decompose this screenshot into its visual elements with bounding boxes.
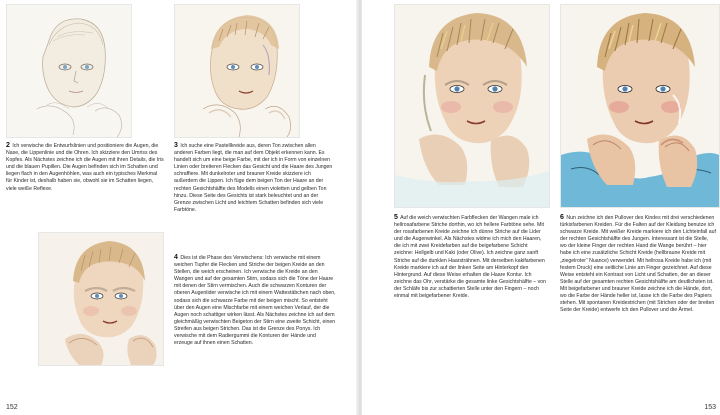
- left-page: [0, 0, 358, 415]
- step-2-text: [6, 142, 164, 193]
- sketch-stage-2-illustration: [6, 4, 132, 138]
- step-number: 2: [6, 142, 10, 149]
- step-number: 6: [560, 214, 564, 221]
- blending-stage-4-drawing: [39, 233, 163, 365]
- page-number: 152: [6, 404, 18, 411]
- step-4-text: [174, 254, 336, 347]
- step-description: Ich verwische die Entwurfslinien und positioniere die Augen, die Nase, die Lippenlinie und die Ohren. Ich skizziere den Umriss des Kopfes. Als Nächstes zeichne ich die Augen mit ihren Details, die Iris und die blauen Pupillen. Die Augen befinden sich im Schatten und liegen flach in den Augenhöhlen, was auch ein typisches Merkmal für Kinder ist, deshalb haben sie, obwohl sie im Schatten liegen, viele weiße Reflexe.: [6, 143, 164, 192]
- step-description: Auf die weich verwischten Farbflecken der Wangen male ich hellrosafarbene Striche dorthin, wo ich hellere Farbtöne sehe. Mit der rosafarbenen Kreide zeichne ich dünne Striche auf die Lider und die Augenwinkel. Als Nächstes widme ich mich den Haaren, die ich mit zwei Kreidefarben auf die beigefarbene Schicht zeichne: Hellgelb und Kaki (oder Olive). Ich zeichne ganz sanft Striche auf die dunklen Haarsträhnen. Mit derselben kakifarbenen Kreide markiere ich auf der linken Seite am Hinterkopf den Hintergrund. Auf diese Weise erhalten die Haare Kontur. Ich zeichne das Ohr, verstärke die gesamte linke Gesichtshälfte – von der Schläfe bis zur schattierten Stelle unter den Fingern – noch einmal mit beigefarbener Kreide.: [394, 215, 546, 300]
- final-stage-6-illustration: [560, 4, 720, 208]
- blending-stage-4-illustration: [38, 232, 164, 366]
- hair-stage-5-drawing: [395, 5, 549, 207]
- pastel-stage-3-drawing: [175, 5, 299, 137]
- final-stage-6-drawing: [561, 5, 719, 207]
- step-5-text: [394, 214, 548, 300]
- page-number: 153: [704, 404, 716, 411]
- step-description: Ich suche eine Pastellkreide aus, deren Ton zwischen allen anderen Farben liegt, die man auf dem Objekt erkennen kann. Es handelt sich um eine beige Farbe, mit der ich in Form von einzelnen Linien oder breiteren Flecken das Gesicht und die Haare des Jungen schraffiere. Mit dunkelroter und brauner Kreide skizziere ich außerdem die Lippen. Ich füge dem beigen Ton der Haare an der rechten Gesichtshälfte des Modells einen violetten und gelben Ton hinzu. Diese Seite des Gesichts ist stark beleuchtet und an der Grenze zwischen Licht und leichtem Schatten befinden sich viele Farbtöne.: [174, 143, 333, 213]
- step-number: 3: [174, 142, 178, 149]
- right-page: [362, 0, 720, 415]
- pastel-stage-3-illustration: [174, 4, 300, 138]
- sketch-stage-2-drawing: [7, 5, 131, 137]
- hair-stage-5-illustration: [394, 4, 550, 208]
- step-description: Dies ist die Phase des Verwischens: Ich verwische mit einem weichen Tupfer die Flecken und Striche der beigen Kreide an den Stellen, die weich erscheinen. Ich verwische die Kreide an den Wangen und auf der gesamten Stirn, sodass sich die Töne der Haare mit denen der Stirn vermischen. Auch die schwarzen Konturen der oberen Augenlider verwische ich mit einem Wattestäbchen nach oben, sodass sich die schwarze Farbe mit der beigen mischt. So entsteht über den Augen eine Mischfarbe mit einem weichen Verlauf, der die Augen noch schattiger wirken lässt. Als Nächstes zeichne ich auf dem gleichmäßig verwischten Beigeton der Stirn eine zweite Schicht, einen Streifen aus beigen Strichen. Das ist die Grenze des Ponys. Ich verwische mit dem Radiergummi die Konturen der Hände und erzeuge auf ihnen einen Schatten.: [174, 255, 336, 347]
- step-6-text: [560, 214, 716, 314]
- step-number: 4: [174, 254, 178, 261]
- step-3-text: [174, 142, 334, 214]
- step-number: 5: [394, 214, 398, 221]
- step-description: Nun zeichne ich den Pullover des Kindes mit drei verschiedenen türkisfarbenen Kreiden. Für die Falten auf der Kleidung benutze ich schwarze Kreide. Mit weißer Kreide markiere ich den Lichteinfall auf der rechten Gesichtshälfte des Jungen. Interessant ist die Stelle, wo der kleine Finger der rechten Hand die Wange berührt – hier habe ich eine zusätzliche Schicht Kreide (hellbraune Kreide mit „ziegelroter“ Nuance) verwendet. Mit hellrosa Kreide habe ich (mit festem Druck) eine seitliche Linie am Finger gezeichnet. Auf diese Weise entsteht ein Kontrast von Licht und Schatten, der an dieser Stelle auf der gesamten rechten Gesichtshälfte am deutlichsten ist. Mit beigefarbener und brauner Kreide zeichne ich die Hände, dort, wo die Farbe der Hände heller ist, lasse ich die Farbe des Papiers stehen. Mit spontanen Kreidestrichen (mit Strichen oder der breiten Seite der Kreide) entwerfe ich den Pullover und die Ärmel.: [560, 215, 716, 314]
